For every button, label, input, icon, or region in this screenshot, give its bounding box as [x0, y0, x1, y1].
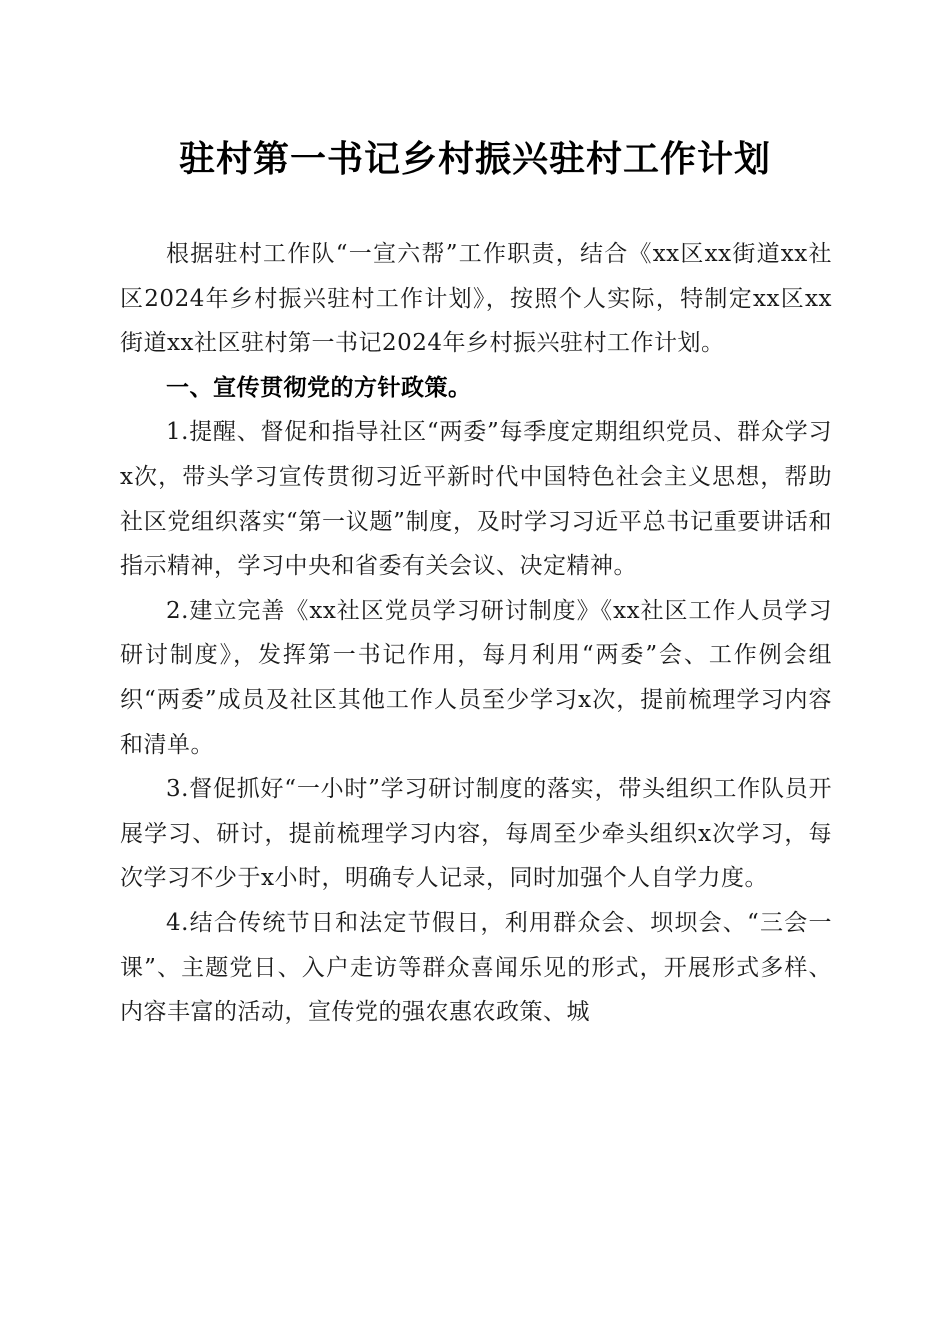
- item-paragraph-2: 2.建立完善《xx社区党员学习研讨制度》《xx社区工作人员学习研讨制度》，发挥第一书记作用，每月利用“两委”会、工作例会组织“两委”成员及社区其他工作人员至少学习x次，提前梳理学习内容和清单。: [120, 597, 832, 758]
- item-paragraph-4: 4.结合传统节日和法定节假日，利用群众会、坝坝会、“三会一课”、主题党日、入户走访等群众喜闻乐见的形式，开展形式多样、内容丰富的活动，宣传党的强农惠农政策、城: [120, 909, 832, 1026]
- intro-paragraph: 根据驻村工作队“一宣六帮”工作职责，结合《xx区xx街道xx社区2024年乡村振兴驻村工作计划》，按照个人实际，特制定xx区xx街道xx社区驻村第一书记2024年乡村振兴驻村工作计划。: [120, 241, 832, 357]
- item-paragraph-3: 3.督促抓好“一小时”学习研讨制度的落实，带头组织工作队员开展学习、研讨，提前梳理学习内容，每周至少牵头组织x次学习，每次学习不少于x小时，明确专人记录，同时加强个人自学力度。: [120, 776, 832, 892]
- document-body: [120, 232, 832, 1035]
- section-heading: 一、宣传贯彻党的方针政策。: [166, 374, 472, 401]
- document-title: 驻村第一书记乡村振兴驻村工作计划: [178, 138, 771, 180]
- item-paragraph-1: 1.提醒、督促和指导社区“两委”每季度定期组织党员、群众学习x次，带头学习宣传贯彻习近平新时代中国特色社会主义思想，帮助社区党组织落实“第一议题”制度，及时学习习近平总书记重要讲话和指示精神，学习中央和省委有关会议、决定精神。: [120, 419, 832, 580]
